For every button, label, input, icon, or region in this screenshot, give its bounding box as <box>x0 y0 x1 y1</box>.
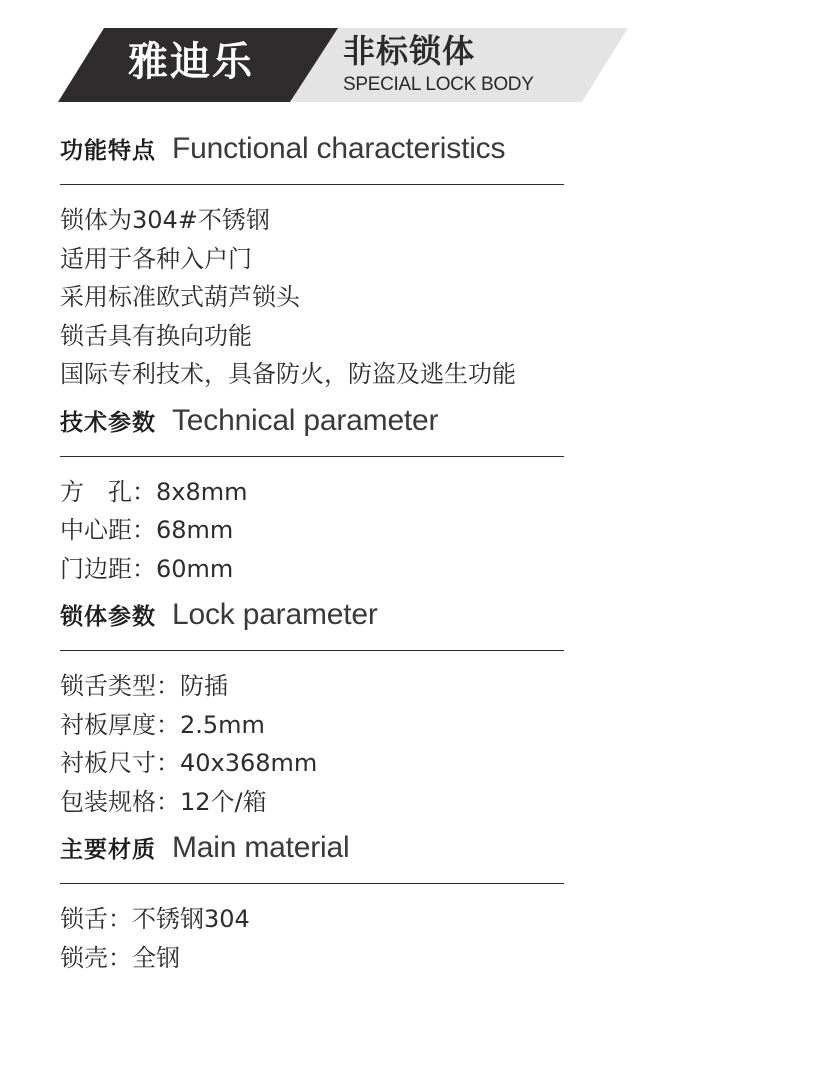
list-item: 衬板尺寸：40x368mm <box>60 749 318 777</box>
lock-list <box>60 667 570 821</box>
list-item: 锁舌具有换向功能 <box>60 321 252 350</box>
list-item: 门边距：60mm <box>60 554 234 583</box>
section-material <box>60 825 570 977</box>
section-heading <box>60 592 570 650</box>
list-item: 方 孔：8x8mm <box>60 477 248 506</box>
section-divider <box>60 456 564 457</box>
section-lock <box>60 592 570 821</box>
section-heading <box>60 398 570 456</box>
list-item: 锁舌：不锈钢304 <box>60 905 250 933</box>
section-title-cn: 技术参数 <box>60 409 156 436</box>
section-heading <box>60 126 570 184</box>
section-title-en: Lock parameter <box>172 598 378 631</box>
header-banner <box>0 0 838 110</box>
section-technical <box>60 398 570 589</box>
list-item: 锁舌类型：防插 <box>60 672 228 700</box>
product-title-cn: 非标锁体 <box>343 32 476 70</box>
list-item: 国际专利技术，具备防火，防盗及逃生功能 <box>60 360 516 388</box>
section-divider <box>60 883 564 884</box>
section-title-en: Main material <box>172 831 350 864</box>
section-title-cn: 锁体参数 <box>60 604 156 630</box>
spec-content <box>60 126 570 977</box>
section-heading <box>60 825 570 883</box>
list-item: 锁壳：全钢 <box>60 943 180 972</box>
section-title-cn: 功能特点 <box>60 138 156 164</box>
technical-list <box>60 473 570 589</box>
product-title-en: SPECIAL LOCK BODY <box>343 74 534 95</box>
section-title-en: Technical parameter <box>172 403 439 437</box>
list-item: 包装规格：12个/箱 <box>60 787 267 816</box>
list-item: 衬板厚度：2.5mm <box>60 710 265 739</box>
brand-name: 雅迪乐 <box>128 39 254 85</box>
section-divider <box>60 650 564 651</box>
list-item: 适用于各种入户门 <box>60 244 252 273</box>
feature-list <box>60 201 570 394</box>
material-list <box>60 900 570 977</box>
list-item: 中心距：68mm <box>60 516 234 544</box>
section-functional <box>60 126 570 394</box>
section-title-cn: 主要材质 <box>60 837 156 863</box>
list-item: 锁体为304#不锈钢 <box>60 206 270 234</box>
section-divider <box>60 184 564 185</box>
list-item: 采用标准欧式葫芦锁头 <box>60 283 300 311</box>
section-title-en: Functional characteristics <box>172 132 506 165</box>
